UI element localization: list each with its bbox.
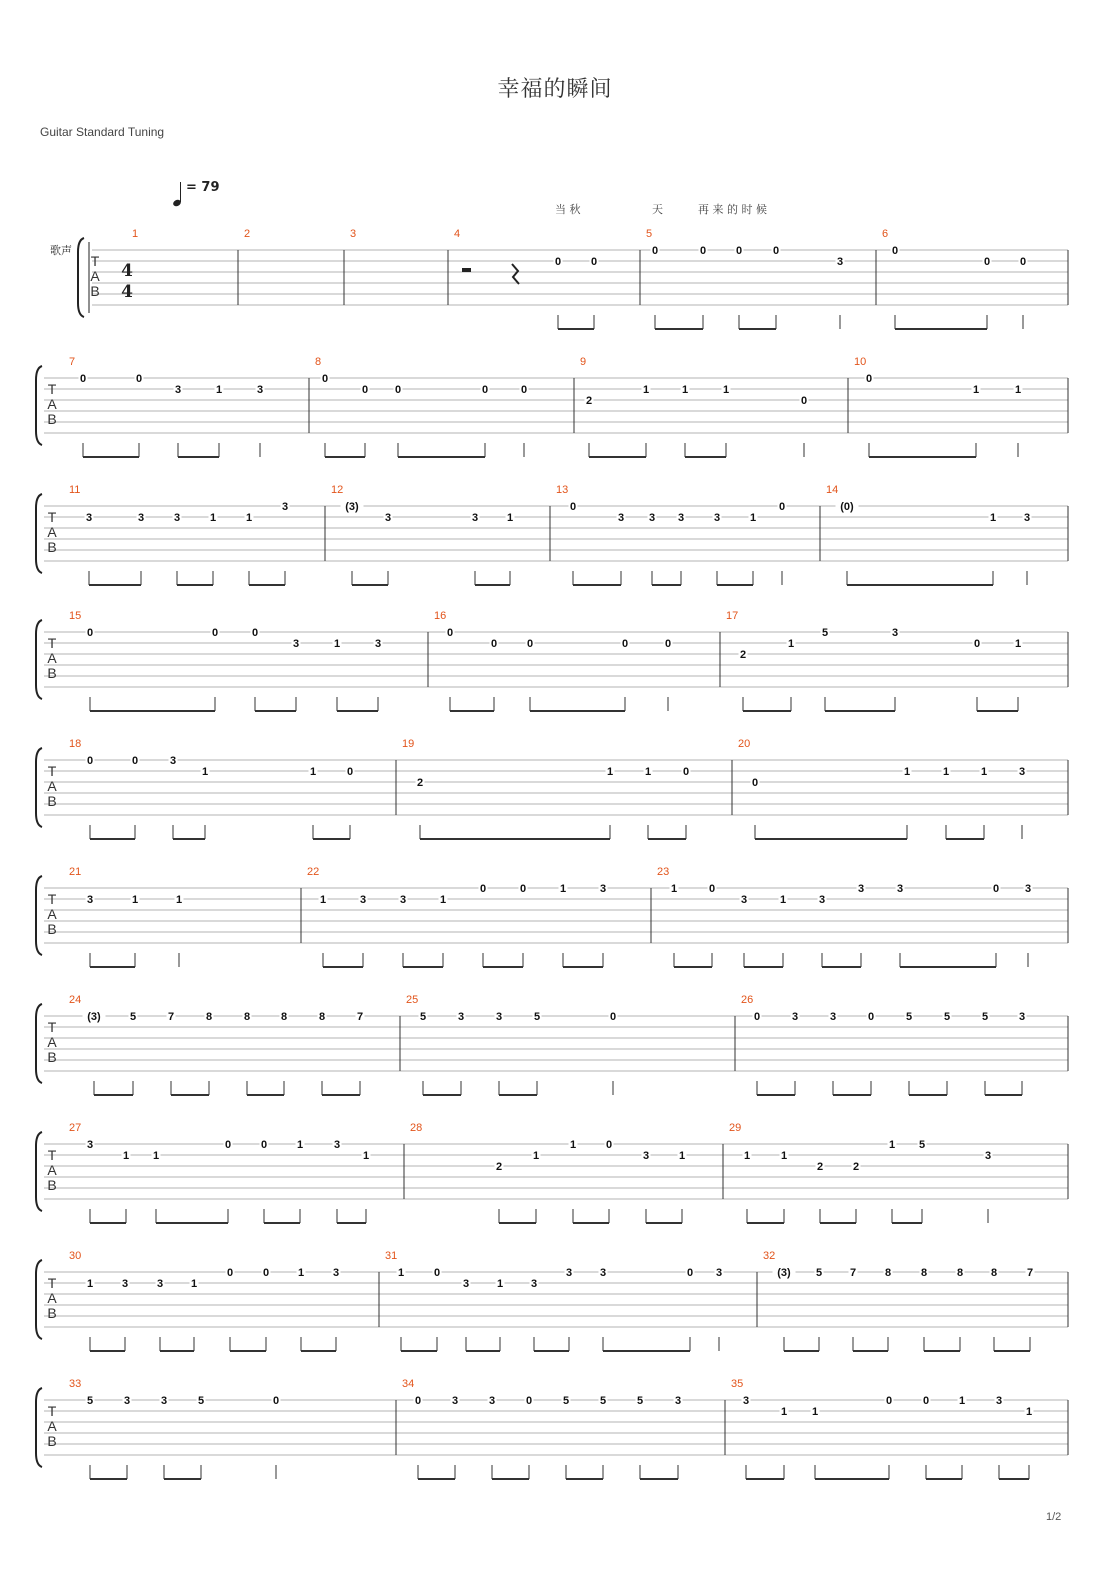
fret-number: 5 (129, 1011, 137, 1023)
tab-clef-letter: T (47, 635, 57, 651)
bar-number: 17 (726, 610, 739, 622)
fret-number: 8 (956, 1267, 964, 1279)
fret-number: 3 (471, 512, 479, 524)
fret-number: 5 (918, 1139, 926, 1151)
fret-number: (3) (87, 1011, 101, 1023)
fret-number: 0 (260, 1139, 268, 1151)
fret-number: 1 (787, 638, 795, 650)
fret-number: 0 (699, 245, 707, 257)
fret-number: 0 (86, 755, 94, 767)
fret-number: 1 (980, 766, 988, 778)
part-label: 歌声 (50, 244, 72, 257)
tab-system (36, 1250, 1068, 1351)
fret-number: 8 (884, 1267, 892, 1279)
fret-number: 0 (321, 373, 329, 385)
fret-number: 3 (565, 1267, 573, 1279)
fret-number: 3 (488, 1395, 496, 1407)
score-title: 幸福的瞬间 (497, 77, 613, 102)
fret-number: 3 (332, 1267, 340, 1279)
fret-number: 8 (990, 1267, 998, 1279)
fret-number: 1 (309, 766, 317, 778)
fret-number: 2 (816, 1161, 824, 1173)
fret-number: 0 (983, 256, 991, 268)
tab-system (36, 484, 1068, 585)
fret-number: 3 (715, 1267, 723, 1279)
bar-number: 25 (406, 994, 419, 1006)
fret-number: 0 (605, 1139, 613, 1151)
fret-number: 2 (585, 395, 593, 407)
fret-number: 0 (86, 627, 94, 639)
bar-number: 30 (69, 1250, 82, 1262)
fret-number: 3 (462, 1278, 470, 1290)
fret-number: 7 (167, 1011, 175, 1023)
fret-number: 2 (416, 777, 424, 789)
fret-number: 0 (211, 627, 219, 639)
fret-number: 1 (175, 894, 183, 906)
tab-system (36, 738, 1068, 839)
fret-number: (3) (777, 1267, 791, 1279)
fret-number: 3 (599, 883, 607, 895)
fret-number: 3 (169, 755, 177, 767)
tab-clef-letter: T (47, 1403, 57, 1419)
bar-number: 32 (763, 1250, 776, 1262)
fret-number: 0 (686, 1267, 694, 1279)
fret-number: 1 (362, 1150, 370, 1162)
tab-clef-letter: T (47, 509, 57, 525)
bar-number: 18 (69, 738, 82, 750)
time-signature-bottom: 4 (121, 282, 133, 302)
fret-number: 3 (713, 512, 721, 524)
fret-number: 8 (280, 1011, 288, 1023)
system-bracket (78, 238, 84, 317)
tab-clef-letter: B (47, 1433, 57, 1449)
bar-number: 20 (738, 738, 751, 750)
fret-number: 1 (122, 1150, 130, 1162)
fret-number: 0 (651, 245, 659, 257)
lyric-word: 当 秋 (555, 203, 581, 216)
fret-number: 1 (722, 384, 730, 396)
fret-number: 0 (922, 1395, 930, 1407)
fret-number: 5 (86, 1395, 94, 1407)
fret-number: 1 (989, 512, 997, 524)
fret-number: 1 (942, 766, 950, 778)
fret-number: 3 (457, 1011, 465, 1023)
system-bracket (36, 748, 42, 827)
fret-number: 3 (995, 1395, 1003, 1407)
fret-number: 0 (778, 501, 786, 513)
bar-number: 24 (69, 994, 82, 1006)
system-bracket (36, 876, 42, 955)
fret-number: 3 (742, 1395, 750, 1407)
bar-number: 26 (741, 994, 754, 1006)
tab-clef-letter: T (47, 381, 57, 397)
fret-number: 5 (562, 1395, 570, 1407)
fret-number: (0) (840, 501, 854, 513)
fret-number: 1 (606, 766, 614, 778)
fret-number: 1 (201, 766, 209, 778)
tab-system (36, 866, 1068, 967)
fret-number: 0 (519, 883, 527, 895)
bar-number: 21 (69, 866, 82, 878)
fret-number: 1 (296, 1139, 304, 1151)
fret-number: (3) (345, 501, 359, 513)
tab-clef-letter: B (47, 411, 57, 427)
fret-number: 0 (973, 638, 981, 650)
tab-clef-letter: B (47, 793, 57, 809)
fret-number: 0 (479, 883, 487, 895)
fret-number: 0 (867, 1011, 875, 1023)
fret-number: 1 (670, 883, 678, 895)
fret-number: 2 (495, 1161, 503, 1173)
tab-system (36, 356, 1068, 457)
fret-number: 0 (992, 883, 1000, 895)
fret-number: 7 (849, 1267, 857, 1279)
tab-clef-letter: B (47, 1177, 57, 1193)
fret-number: 3 (333, 1139, 341, 1151)
fret-number: 5 (821, 627, 829, 639)
fret-number: 0 (135, 373, 143, 385)
fret-number: 3 (836, 256, 844, 268)
fret-number: 1 (297, 1267, 305, 1279)
fret-number: 0 (664, 638, 672, 650)
tab-clef-letter: A (47, 906, 57, 922)
quarter-rest-icon (512, 264, 519, 284)
fret-number: 3 (642, 1150, 650, 1162)
bar-number: 22 (307, 866, 320, 878)
lyric-word: 再 来 的 时 候 (698, 203, 767, 216)
fret-number: 3 (86, 1139, 94, 1151)
bar-number: 15 (69, 610, 82, 622)
fret-number: 1 (642, 384, 650, 396)
fret-number: 3 (1018, 1011, 1026, 1023)
bar-number: 12 (331, 484, 344, 496)
bar-number: 4 (454, 228, 461, 240)
fret-number: 3 (740, 894, 748, 906)
bar-number: 7 (69, 356, 76, 368)
bar-number: 9 (580, 356, 587, 368)
fret-number: 1 (780, 1150, 788, 1162)
fret-number: 3 (677, 512, 685, 524)
fret-number: 1 (532, 1150, 540, 1162)
fret-number: 0 (865, 373, 873, 385)
bar-number: 27 (69, 1122, 82, 1134)
fret-number: 7 (356, 1011, 364, 1023)
tab-clef-letter: B (90, 283, 100, 299)
fret-number: 0 (414, 1395, 422, 1407)
bar-number: 23 (657, 866, 670, 878)
fret-number: 1 (496, 1278, 504, 1290)
fret-number: 2 (739, 649, 747, 661)
bar-number: 8 (315, 356, 322, 368)
tab-clef-letter: B (47, 539, 57, 555)
fret-number: 3 (495, 1011, 503, 1023)
fret-number: 1 (559, 883, 567, 895)
fret-number: 3 (384, 512, 392, 524)
bar-number: 33 (69, 1378, 82, 1390)
fret-number: 5 (943, 1011, 951, 1023)
fret-number: 1 (152, 1150, 160, 1162)
system-bracket (36, 366, 42, 445)
fret-number: 1 (333, 638, 341, 650)
fret-number: 0 (609, 1011, 617, 1023)
fret-number: 1 (1014, 638, 1022, 650)
tab-clef-letter: T (90, 253, 100, 269)
tab-clef-letter: A (47, 1034, 57, 1050)
bar-number: 13 (556, 484, 569, 496)
bar-number: 31 (385, 1250, 398, 1262)
fret-number: 3 (85, 512, 93, 524)
fret-number: 0 (682, 766, 690, 778)
fret-number: 3 (617, 512, 625, 524)
fret-number: 0 (526, 638, 534, 650)
fret-number: 0 (621, 638, 629, 650)
bar-number: 3 (350, 228, 357, 240)
fret-number: 0 (751, 777, 759, 789)
tab-clef-letter: T (47, 1019, 57, 1035)
tab-clef-letter: A (47, 778, 57, 794)
tuning-label: Guitar Standard Tuning (40, 125, 165, 139)
fret-number: 8 (920, 1267, 928, 1279)
tab-clef-letter: A (47, 650, 57, 666)
fret-number: 1 (743, 1150, 751, 1162)
fret-number: 0 (394, 384, 402, 396)
fret-number: 0 (590, 256, 598, 268)
tab-clef-letter: B (47, 1305, 57, 1321)
fret-number: 1 (811, 1406, 819, 1418)
tab-clef-letter: T (47, 1275, 57, 1291)
tab-clef-letter: A (47, 396, 57, 412)
fret-number: 1 (1014, 384, 1022, 396)
fret-number: 3 (674, 1395, 682, 1407)
system-bracket (36, 1132, 42, 1211)
tab-clef-letter: A (47, 524, 57, 540)
fret-number: 3 (451, 1395, 459, 1407)
bar-number: 2 (244, 228, 251, 240)
fret-number: 0 (1019, 256, 1027, 268)
tab-system (36, 610, 1068, 711)
fret-number: 0 (79, 373, 87, 385)
fret-number: 0 (520, 384, 528, 396)
fret-number: 1 (215, 384, 223, 396)
fret-number: 3 (891, 627, 899, 639)
fret-number: 5 (815, 1267, 823, 1279)
fret-number: 0 (433, 1267, 441, 1279)
fret-number: 5 (905, 1011, 913, 1023)
tab-system (36, 994, 1068, 1095)
bar-number: 28 (410, 1122, 423, 1134)
tab-clef-letter: B (47, 665, 57, 681)
tab-clef-letter: B (47, 1049, 57, 1065)
fret-number: 5 (636, 1395, 644, 1407)
fret-number: 0 (891, 245, 899, 257)
tab-clef-letter: A (90, 268, 100, 284)
fret-number: 1 (888, 1139, 896, 1151)
fret-number: 1 (506, 512, 514, 524)
fret-number: 0 (361, 384, 369, 396)
time-signature-top: 4 (121, 261, 133, 281)
fret-number: 3 (156, 1278, 164, 1290)
fret-number: 1 (681, 384, 689, 396)
fret-number: 1 (319, 894, 327, 906)
fret-number: 3 (399, 894, 407, 906)
bar-number: 14 (826, 484, 839, 496)
fret-number: 0 (735, 245, 743, 257)
fret-number: 3 (1023, 512, 1031, 524)
bar-number: 34 (402, 1378, 415, 1390)
fret-number: 3 (374, 638, 382, 650)
fret-number: 5 (981, 1011, 989, 1023)
tab-clef-letter: T (47, 891, 57, 907)
tab-clef-letter: T (47, 1147, 57, 1163)
system-bracket (36, 1004, 42, 1083)
page-number: 1/2 (1046, 1511, 1062, 1523)
fret-number: 1 (972, 384, 980, 396)
fret-number: 2 (852, 1161, 860, 1173)
bar-number: 35 (731, 1378, 744, 1390)
fret-number: 3 (648, 512, 656, 524)
tab-clef-letter: A (47, 1162, 57, 1178)
fret-number: 3 (896, 883, 904, 895)
fret-number: 0 (708, 883, 716, 895)
half-rest-icon (462, 268, 471, 272)
fret-number: 7 (1026, 1267, 1034, 1279)
fret-number: 1 (749, 512, 757, 524)
fret-number: 3 (121, 1278, 129, 1290)
fret-number: 3 (174, 384, 182, 396)
bar-number: 11 (69, 484, 81, 496)
bar-number: 16 (434, 610, 447, 622)
fret-number: 1 (958, 1395, 966, 1407)
fret-number: 8 (318, 1011, 326, 1023)
fret-number: 0 (262, 1267, 270, 1279)
fret-number: 3 (123, 1395, 131, 1407)
bar-number: 5 (646, 228, 653, 240)
fret-number: 1 (86, 1278, 94, 1290)
system-bracket (36, 1388, 42, 1467)
fret-number: 0 (272, 1395, 280, 1407)
fret-number: 1 (439, 894, 447, 906)
fret-number: 0 (525, 1395, 533, 1407)
fret-number: 1 (678, 1150, 686, 1162)
system-bracket (36, 494, 42, 573)
fret-number: 1 (245, 512, 253, 524)
fret-number: 8 (205, 1011, 213, 1023)
fret-number: 1 (569, 1139, 577, 1151)
fret-number: 0 (490, 638, 498, 650)
fret-number: 0 (885, 1395, 893, 1407)
fret-number: 0 (800, 395, 808, 407)
fret-number: 5 (197, 1395, 205, 1407)
fret-number: 3 (829, 1011, 837, 1023)
fret-number: 5 (533, 1011, 541, 1023)
fret-number: 0 (446, 627, 454, 639)
fret-number: 3 (791, 1011, 799, 1023)
fret-number: 0 (554, 256, 562, 268)
fret-number: 3 (137, 512, 145, 524)
lyric-word: 天 (652, 203, 663, 216)
bar-number: 1 (132, 228, 139, 240)
fret-number: 3 (160, 1395, 168, 1407)
bar-number: 6 (882, 228, 889, 240)
fret-number: 0 (753, 1011, 761, 1023)
fret-number: 1 (131, 894, 139, 906)
fret-number: 5 (599, 1395, 607, 1407)
fret-number: 3 (292, 638, 300, 650)
fret-number: 0 (251, 627, 259, 639)
fret-number: 3 (281, 501, 289, 513)
tab-system (36, 1122, 1068, 1223)
fret-number: 1 (903, 766, 911, 778)
fret-number: 1 (779, 894, 787, 906)
fret-number: 1 (397, 1267, 405, 1279)
bar-number: 19 (402, 738, 415, 750)
fret-number: 3 (984, 1150, 992, 1162)
fret-number: 3 (1024, 883, 1032, 895)
fret-number: 3 (857, 883, 865, 895)
fret-number: 0 (481, 384, 489, 396)
fret-number: 8 (243, 1011, 251, 1023)
tab-system (78, 228, 1068, 329)
fret-number: 0 (224, 1139, 232, 1151)
fret-number: 3 (599, 1267, 607, 1279)
fret-number: 0 (131, 755, 139, 767)
tab-clef-letter: B (47, 921, 57, 937)
fret-number: 1 (190, 1278, 198, 1290)
fret-number: 5 (419, 1011, 427, 1023)
fret-number: 1 (1025, 1406, 1033, 1418)
system-bracket (36, 1260, 42, 1339)
fret-number: 3 (359, 894, 367, 906)
fret-number: 3 (173, 512, 181, 524)
fret-number: 1 (780, 1406, 788, 1418)
bar-number: 29 (729, 1122, 742, 1134)
system-bracket (36, 620, 42, 699)
fret-number: 3 (1018, 766, 1026, 778)
tab-system (36, 1378, 1068, 1479)
fret-number: 0 (569, 501, 577, 513)
fret-number: 1 (644, 766, 652, 778)
fret-number: 1 (209, 512, 217, 524)
tempo-text: = 79 (186, 180, 220, 195)
fret-number: 0 (346, 766, 354, 778)
fret-number: 3 (530, 1278, 538, 1290)
tab-clef-letter: A (47, 1418, 57, 1434)
tab-clef-letter: A (47, 1290, 57, 1306)
fret-number: 3 (818, 894, 826, 906)
tab-clef-letter: T (47, 763, 57, 779)
fret-number: 0 (772, 245, 780, 257)
fret-number: 3 (256, 384, 264, 396)
bar-number: 10 (854, 356, 867, 368)
fret-number: 0 (226, 1267, 234, 1279)
fret-number: 3 (86, 894, 94, 906)
